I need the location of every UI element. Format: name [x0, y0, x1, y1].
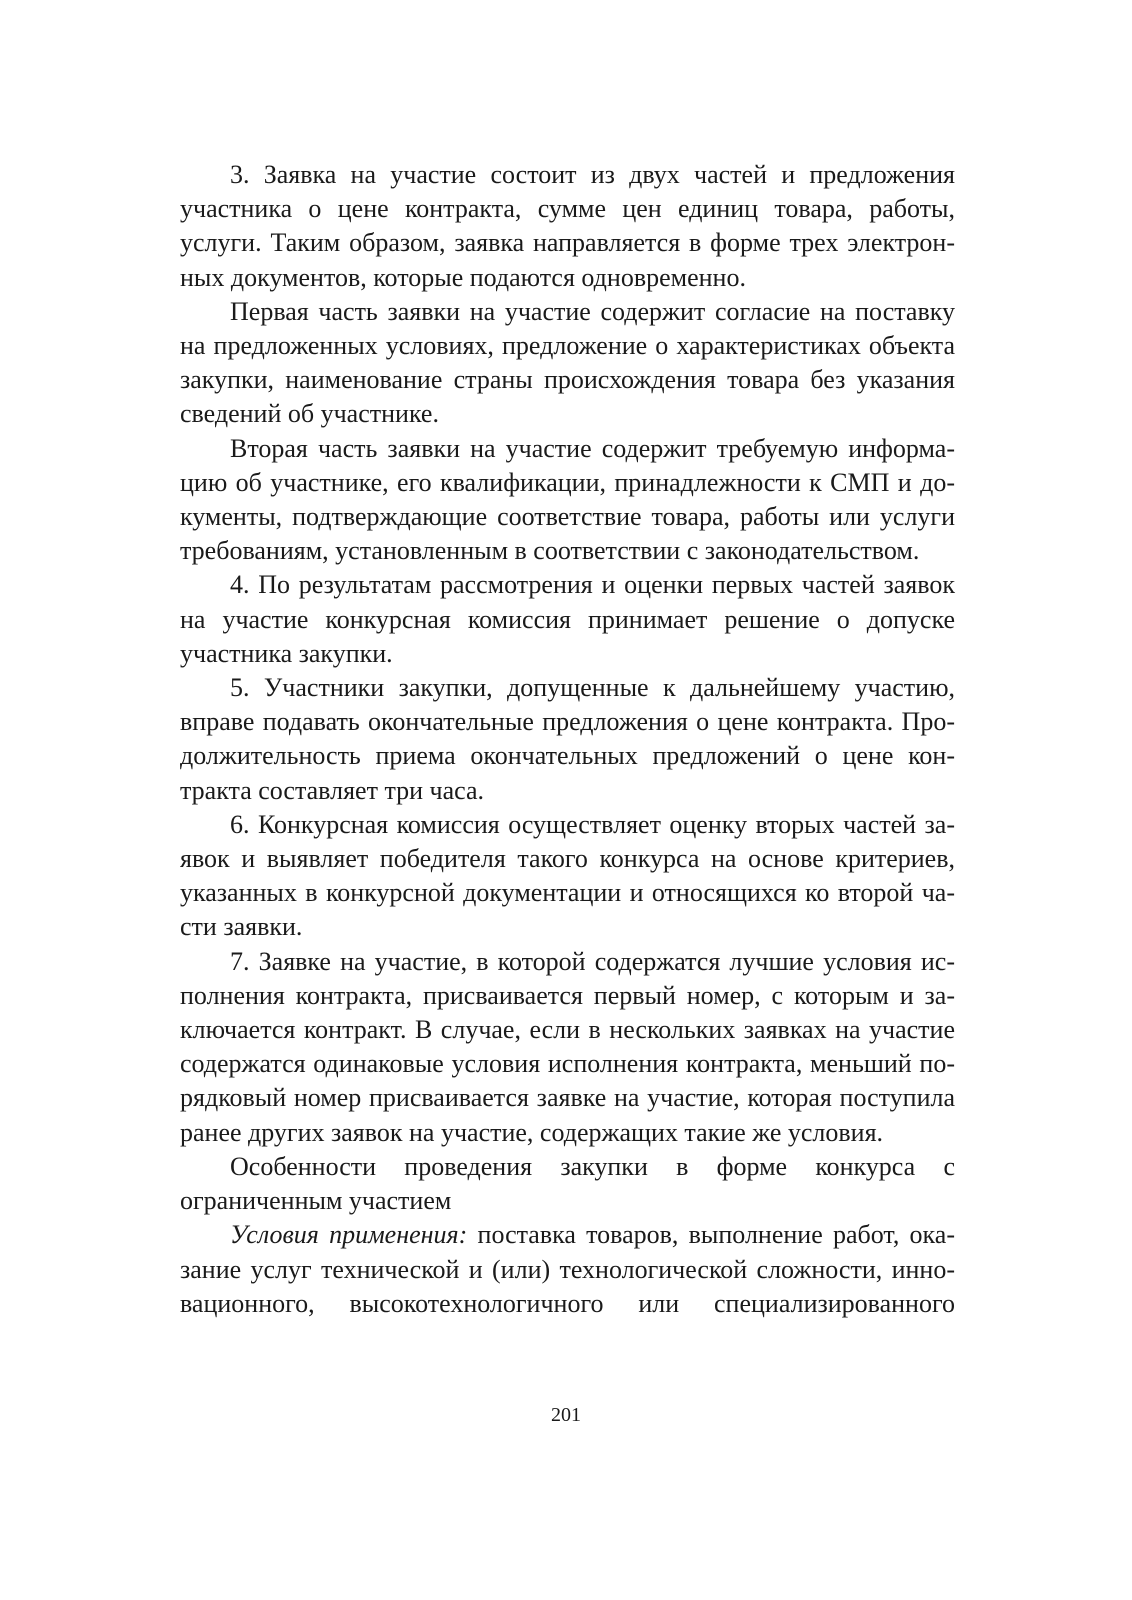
paragraph-final-offers: 5. Участники закупки, допущенные к дальнейшему участию, вправе подавать окончательные предложения о цене контракта. Продолжительность приема окончательных предложений о цене контракта составляет три часа. [180, 673, 955, 805]
paragraph-bid-parts: 3. Заявка на участие состоит из двух частей и предложения участника о цене контракта, сумме цен единиц товара, работы, услуги. Таким образом, заявка направляется в форме трех электронных документов, которые подаются одновременно. [180, 160, 955, 292]
paragraph-continuation: поставка товаров, выполнение работ, оказание услуг технической и (или) технологической сложности, инновационного, высокотехнологичного или специализированного [180, 1220, 955, 1318]
paragraph-application-conditions [180, 1218, 955, 1321]
body-text [180, 158, 955, 1321]
paragraph-ranking: 7. Заявке на участие, в которой содержатся лучшие условия исполнения контракта, присваивается первый номер, с которым и заключается контракт. В случае, если в нескольких заявках на участие содержатся одинаковые условия исполнения контракта, меньший порядковый номер присваивается заявке на участие, которая поступила ранее других заявок на участие, содержащих такие же условия. [180, 946, 955, 1147]
paragraph-first-part: Первая часть заявки на участие содержит согласие на поставку на предложенных условиях, предложение о характеристиках объекта закупки, наименование страны происхождения товара без указания сведений об участнике. [180, 296, 955, 429]
italic-lead: Условия применения: [230, 1220, 468, 1250]
page-number: 201 [551, 1404, 581, 1426]
paragraph-second-part: Вторая часть заявки на участие содержит требуемую информацию об участнике, его квалификации, принадлежности к СМП и документы, подтверждающие соответствие товара, работы или услуги требованиям, установленным в соответствии с законодательством. [180, 433, 955, 566]
paragraph-section-heading: Особенности проведения закупки в форме конкурса с ограниченным участием [180, 1151, 955, 1216]
paragraph-winner-evaluation: 6. Конкурсная комиссия осуществляет оценку вторых частей заявок и выявляет победителя такого конкурса на основе критериев, указанных в конкурсной документации и относящихся ко второй части заявки. [180, 809, 955, 942]
paragraph-admission-decision: 4. По результатам рассмотрения и оценки первых частей заявок на участие конкурсная комиссия принимает решение о допуске участника закупки. [180, 570, 955, 668]
